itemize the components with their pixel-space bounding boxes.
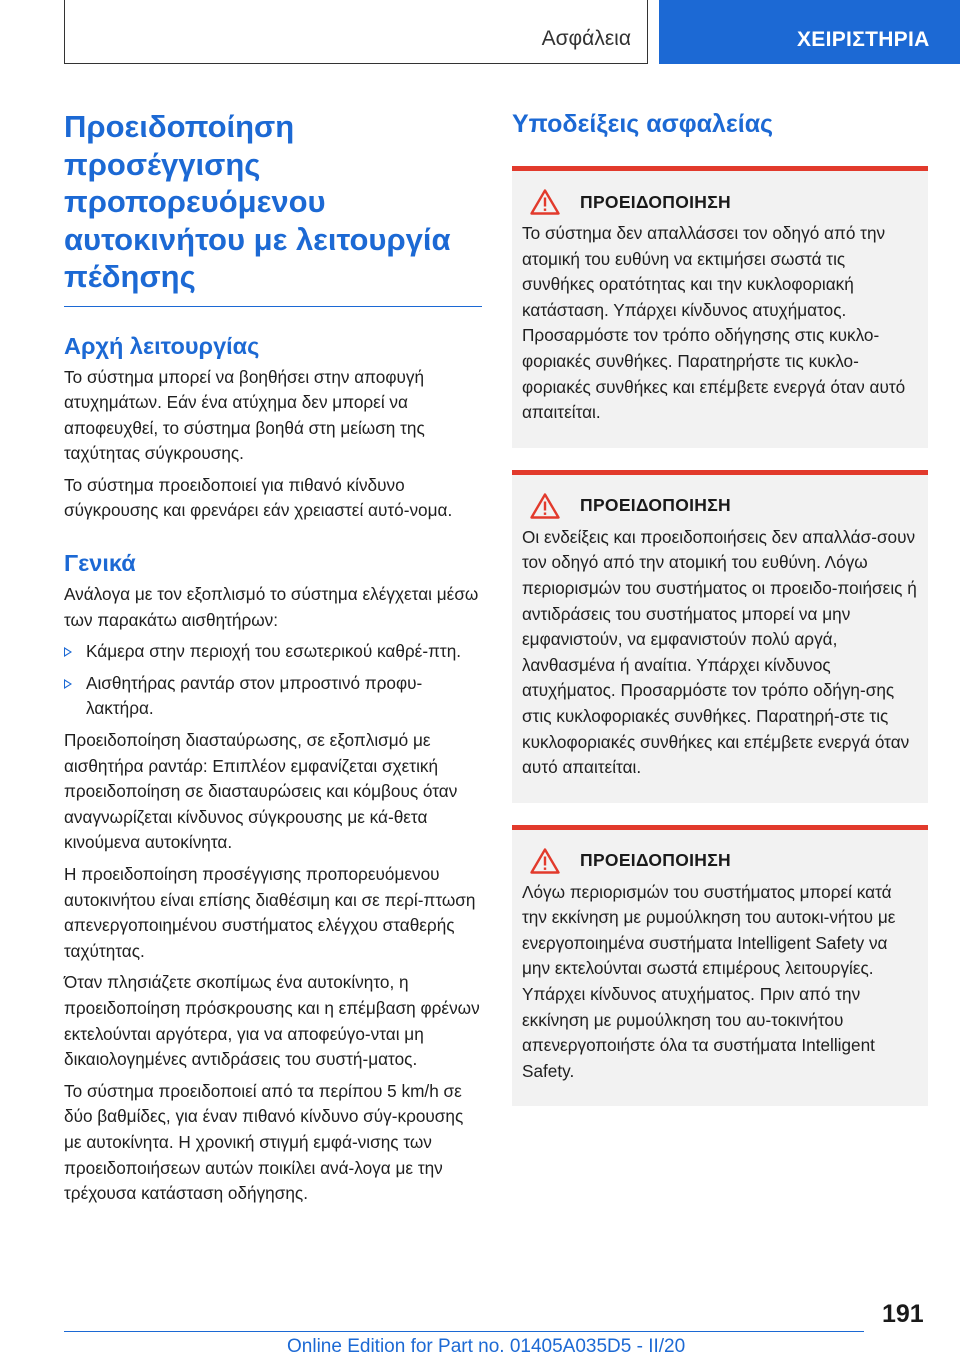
header-chapter-tab: ΧΕΙΡΙΣΤΗΡΙΑ — [659, 0, 960, 64]
warning-box — [512, 825, 928, 1107]
warning-box — [512, 470, 928, 803]
triangle-bullet-icon — [64, 679, 72, 689]
warning-header — [522, 848, 918, 874]
page-title-line: προπορευόμενου — [64, 184, 326, 219]
paragraph: Το σύστημα προειδοποιεί από τα περίπου 5 km/h σε δύο βαθμίδες, για έναν πιθανό κίνδυνο σύγ-κρουσης με αυτοκίνητα. Η χρονική στιγμή εμφά-νισης των προειδοποιήσεων αυτών ποικίλει ανά-λογα με την τρέχουσα κατάσταση οδήγησης. — [64, 1080, 464, 1204]
warning-text: Οι ενδείξεις και προειδοποιήσεις δεν απαλλάσ-σουν τον οδηγό από την ατομική του ευθύνη. Λόγω περιορισμών του συστήματος οι προειδο-ποιήσεις ή αντιδράσεις του συστήματος μπορεί να μην εμφανιστούν, να εμφανιστούν πολύ αργά, λανθασμένα ή αναίτια. Υπάρχει κίνδυνος ατυχήματος. Προσαρμόστε τον τρόπο οδήγη-σης στις κυκλοφοριακές συνθήκες. Παρατηρή-στε τις κυκλοφοριακές συνθήκες και επέμβετε ενεργά όταν αυτό απαιτείται. — [522, 526, 917, 778]
title-divider — [64, 306, 482, 307]
paragraph: Το σύστημα μπορεί να βοηθήσει στην αποφυγή ατυχημάτων. Εάν ένα ατύχημα δεν μπορεί να αποφευχθεί, το σύστημα βοηθά στη μείωση της ταχύτητας σύγκρουσης. — [64, 366, 425, 464]
page-number: 191 — [882, 1300, 924, 1328]
section-heading-general: Γενικά — [64, 550, 136, 577]
warning-header — [522, 493, 918, 519]
section-heading-principle: Αρχή λειτουργίας — [64, 332, 260, 359]
warning-triangle-icon — [530, 848, 560, 874]
paragraph: Η προειδοποίηση προσέγγισης προπορευόμενου αυτοκινήτου είναι επίσης διαθέσιμη και σε περί-πτωση απενεργοποιημένου συστήματος ελέγχου σταθερής ταχύτητας. — [64, 864, 476, 961]
safety-notes-title: Υποδείξεις ασφαλείας — [512, 110, 774, 138]
list-item — [64, 639, 482, 665]
list-item-text: Κάμερα στην περιοχή του εσωτερικού καθρέ-πτη. — [86, 641, 462, 662]
warning-label: ΠΡΟΕΙΔΟΠΟΙΗΣΗ — [580, 191, 731, 212]
page-title-line: προσέγγισης — [64, 146, 261, 182]
triangle-bullet-icon — [64, 647, 72, 657]
footer-edition-text: Online Edition for Part no. 01405A035D5 - II/20 — [287, 1336, 686, 1357]
page-title-line: αυτοκινήτου με λειτουργία — [64, 221, 451, 257]
warning-text: Το σύστημα δεν απαλλάσσει τον οδηγό από την ατομική του ευθύνη να εκτιμήσει σωστά τις συνθήκες ορατότητας και την κυκλοφοριακή κατάσταση. Υπάρχει κίνδυνος ατυχήματος. Προσαρμόστε τον τρόπο οδήγησης στις κυκλο-φοριακές συνθήκες. Παρατηρήστε τις κυκλο-φοριακές συνθήκες και επέμβετε ενεργά όταν αυτό απαιτείται. — [522, 223, 906, 423]
warning-header — [522, 189, 918, 215]
warning-box — [512, 166, 928, 448]
right-column — [512, 100, 928, 1106]
header-section-title: Ασφάλεια — [541, 27, 631, 50]
page-title-line: πέδησης — [64, 259, 196, 294]
list-item — [64, 671, 482, 722]
footer-divider — [64, 1331, 864, 1332]
page-title-line: Προειδοποίηση — [64, 109, 295, 144]
warning-triangle-icon — [530, 189, 560, 215]
warning-label: ΠΡΟΕΙΔΟΠΟΙΗΣΗ — [580, 495, 731, 516]
sensor-list — [64, 639, 482, 722]
page-title — [64, 108, 482, 296]
paragraph: Το σύστημα προειδοποιεί για πιθανό κίνδυνο σύγκρουσης και φρενάρει εάν χρειαστεί αυτό-νομα. — [64, 474, 453, 521]
header-section-box — [64, 0, 648, 64]
paragraph: Όταν πλησιάζετε σκοπίμως ένα αυτοκίνητο, η προειδοποίηση πρόσκρουσης και η επέμβαση φρένων εκτελούνται αργότερα, για να αποφεύγο-νται μη δικαιολογημένες αντιδράσεις του συστή-ματος. — [64, 972, 480, 1070]
warning-label: ΠΡΟΕΙΔΟΠΟΙΗΣΗ — [580, 850, 731, 871]
warning-triangle-icon — [530, 493, 560, 519]
paragraph: Ανάλογα με τον εξοπλισμό το σύστημα ελέγχεται μέσω των παρακάτω αισθητήρων: — [64, 584, 479, 630]
warning-text: Λόγω περιορισμών του συστήματος μπορεί κατά την εκκίνηση με ρυμούλκηση του αυτοκι-νήτου με ενεργοποιημένα συστήματα Intelligent Safety να μην εκτελούνται σωστά επιμέρους λειτουργίες. Υπάρχει κίνδυνος ατυχήματος. Πριν από την εκκίνηση με ρυμούλκηση του αυ-τοκινήτου απενεργοποιήστε όλα τα συστήματα Intelligent Safety. — [522, 881, 896, 1081]
paragraph: Προειδοποίηση διασταύρωσης, σε εξοπλισμό με αισθητήρα ραντάρ: Επιπλέον εμφανίζεται σχετική προειδοποίηση σε διασταυρώσεις και κόμβους όταν αναγνωρίζεται κίνδυνος σύγκρουσης με κά-θετα κινούμενα αυτοκίνητα. — [64, 730, 458, 853]
list-item-text: Αισθητήρας ραντάρ στον μπροστινό προφυ-λακτήρα. — [86, 672, 423, 719]
left-column — [64, 100, 482, 1213]
